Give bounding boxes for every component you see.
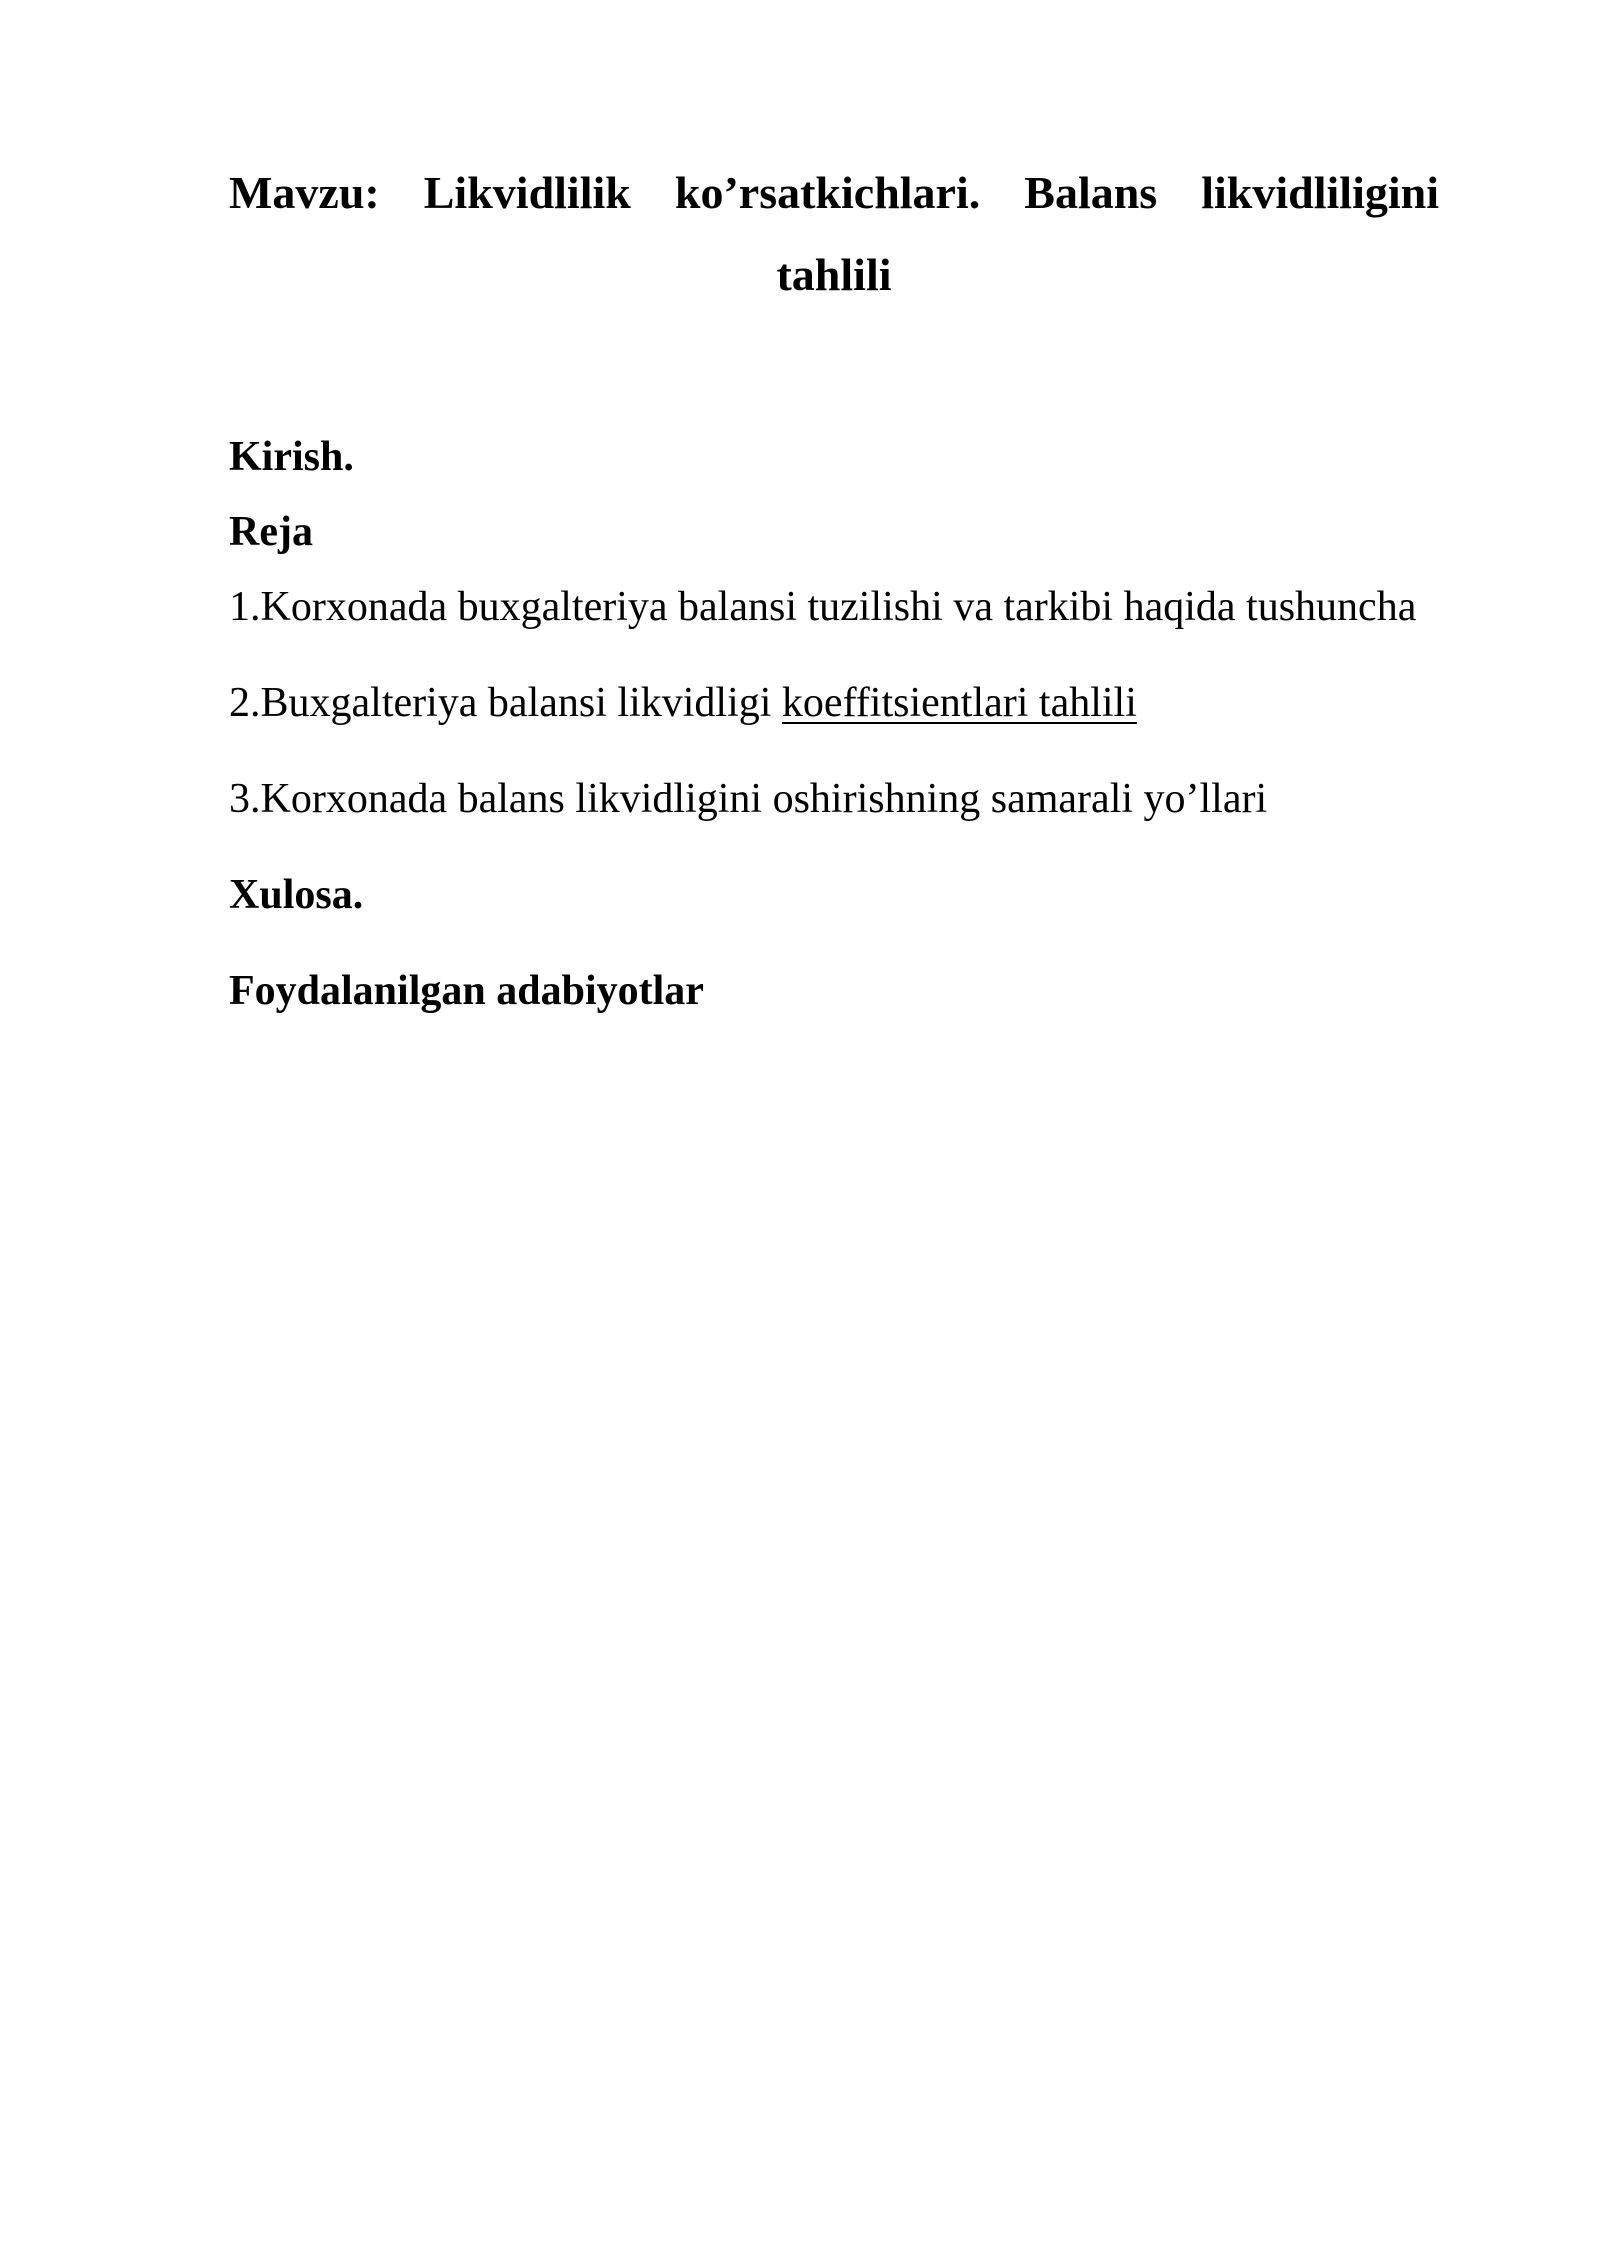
document-title bbox=[229, 152, 1439, 316]
plan-item-2-underlined-text: koeffitsientlari tahlili bbox=[781, 680, 1137, 726]
plan-heading: Reja bbox=[229, 509, 313, 555]
plan-item-2 bbox=[229, 678, 1137, 728]
plan-item-1: 1.Korxonada buxgalteriya balansi tuzilishi va tarkibi haqida tushuncha bbox=[229, 584, 1417, 630]
references-heading: Foydalanilgan adabiyotlar bbox=[229, 968, 704, 1014]
title-line-1: Mavzu: Likvidlilik ko’rsatkichlari. Balans likvidliligini bbox=[229, 167, 1439, 218]
plan-item-2-text: 2.Buxgalteriya balansi likvidligi bbox=[229, 680, 782, 726]
title-line-2: tahlili bbox=[776, 249, 892, 300]
introduction-heading: Kirish. bbox=[229, 434, 354, 480]
plan-item-3: 3.Korxonada balans likvidligini oshirishning samarali yo’llari bbox=[229, 776, 1268, 822]
conclusion-heading: Xulosa. bbox=[229, 872, 364, 918]
